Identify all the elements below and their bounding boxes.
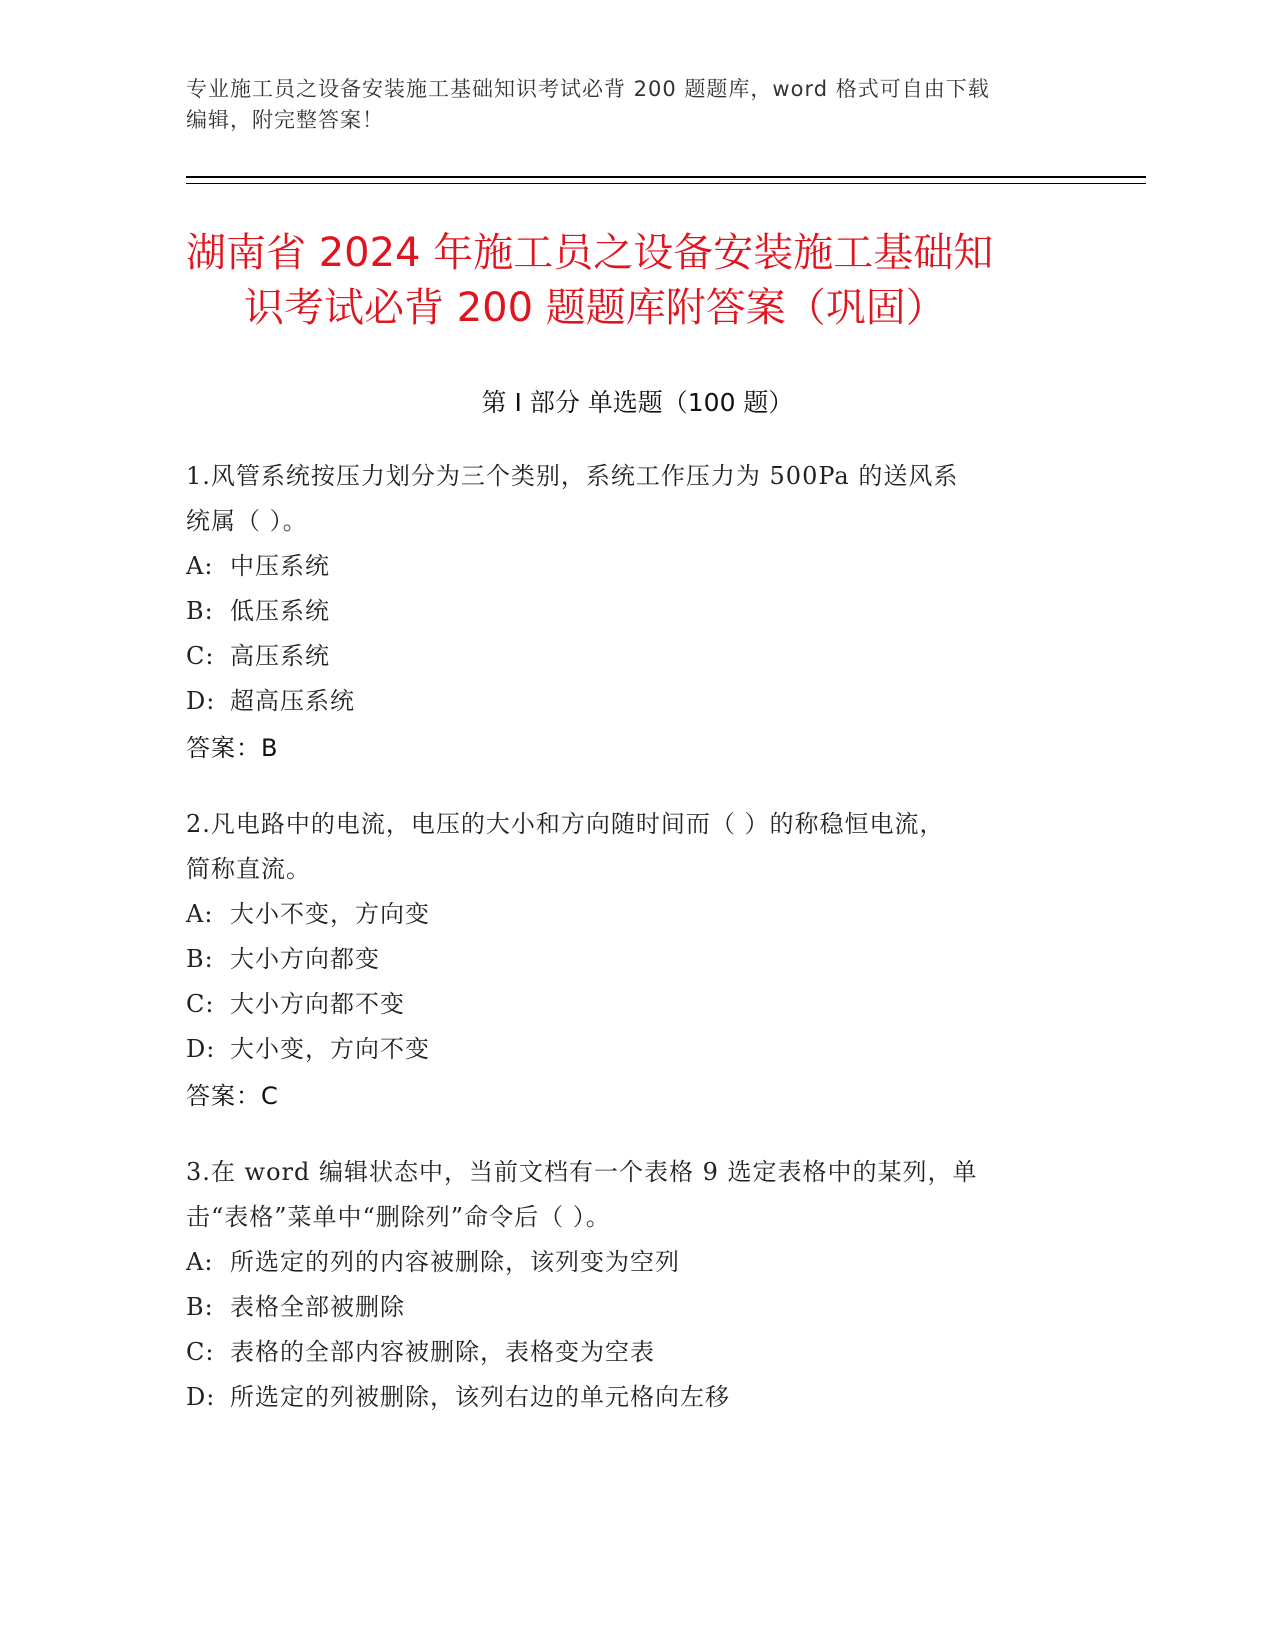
title-line-1: 湖南省 2024 年施工员之设备安装施工基础知 [186, 230, 994, 276]
option-letter: D: [186, 1035, 216, 1063]
option-letter: B: [186, 1293, 214, 1321]
header-note-line-1: 专业施工员之设备安装施工基础知识考试必背 200 题题库，word 格式可自由下载 [186, 77, 990, 101]
option-d [186, 679, 1086, 724]
option-b [186, 1285, 1086, 1330]
question-1 [186, 454, 1086, 772]
title-line-2: 识考试必背 200 题题库附答案（巩固） [244, 285, 946, 331]
option-letter: C: [186, 990, 215, 1018]
option-letter: A: [186, 552, 214, 580]
option-text: 大小变，方向不变 [230, 1035, 430, 1063]
option-c [186, 1330, 1086, 1375]
option-b [186, 937, 1086, 982]
option-text: 中压系统 [230, 552, 330, 580]
option-letter: C: [186, 642, 215, 670]
question-stem: 1.风管系统按压力划分为三个类别，系统工作压力为 500Pa 的送风系 [186, 462, 959, 490]
document-title [186, 226, 1086, 336]
option-c [186, 982, 1086, 1027]
option-text: 低压系统 [230, 597, 330, 625]
option-letter: B: [186, 597, 214, 625]
option-letter: C: [186, 1338, 215, 1366]
question-stem: 2.凡电路中的电流，电压的大小和方向随时间而（ ）的称稳恒电流， [186, 810, 945, 838]
option-text: 所选定的列被删除，该列右边的单元格向左移 [230, 1383, 730, 1411]
option-text: 大小不变，方向变 [230, 900, 430, 928]
section-heading: 第 I 部分 单选题（100 题） [481, 388, 794, 417]
option-a [186, 892, 1086, 937]
question-stem-cont: 统属（ ）。 [186, 507, 308, 535]
question-stem: 3.在 word 编辑状态中，当前文档有一个表格 9 选定表格中的某列，单 [186, 1158, 978, 1186]
answer: 答案：B [186, 734, 279, 762]
option-b [186, 589, 1086, 634]
question-stem-cont: 简称直流。 [186, 855, 311, 883]
question-3 [186, 1150, 1086, 1420]
answer: 答案：C [186, 1082, 279, 1110]
question-2 [186, 802, 1086, 1120]
option-text: 表格的全部内容被删除，表格变为空表 [230, 1338, 655, 1366]
option-d [186, 1375, 1086, 1420]
option-a [186, 544, 1086, 589]
option-text: 超高压系统 [230, 687, 355, 715]
option-letter: A: [186, 1248, 214, 1276]
option-text: 高压系统 [230, 642, 330, 670]
option-text: 大小方向都变 [230, 945, 380, 973]
option-letter: D: [186, 687, 216, 715]
option-letter: A: [186, 900, 214, 928]
option-letter: D: [186, 1383, 216, 1411]
option-text: 所选定的列的内容被删除，该列变为空列 [230, 1248, 680, 1276]
option-a [186, 1240, 1086, 1285]
option-letter: B: [186, 945, 214, 973]
header-note-line-2: 编辑，附完整答案！ [186, 108, 384, 132]
option-text: 表格全部被删除 [230, 1293, 405, 1321]
header-note [186, 74, 1086, 136]
option-d [186, 1027, 1086, 1072]
option-c [186, 634, 1086, 679]
option-text: 大小方向都不变 [230, 990, 405, 1018]
header-divider-thick [186, 176, 1146, 178]
question-stem-cont: 击“表格”菜单中“删除列”命令后（ ）。 [186, 1203, 611, 1231]
header-divider-thin [186, 183, 1146, 184]
